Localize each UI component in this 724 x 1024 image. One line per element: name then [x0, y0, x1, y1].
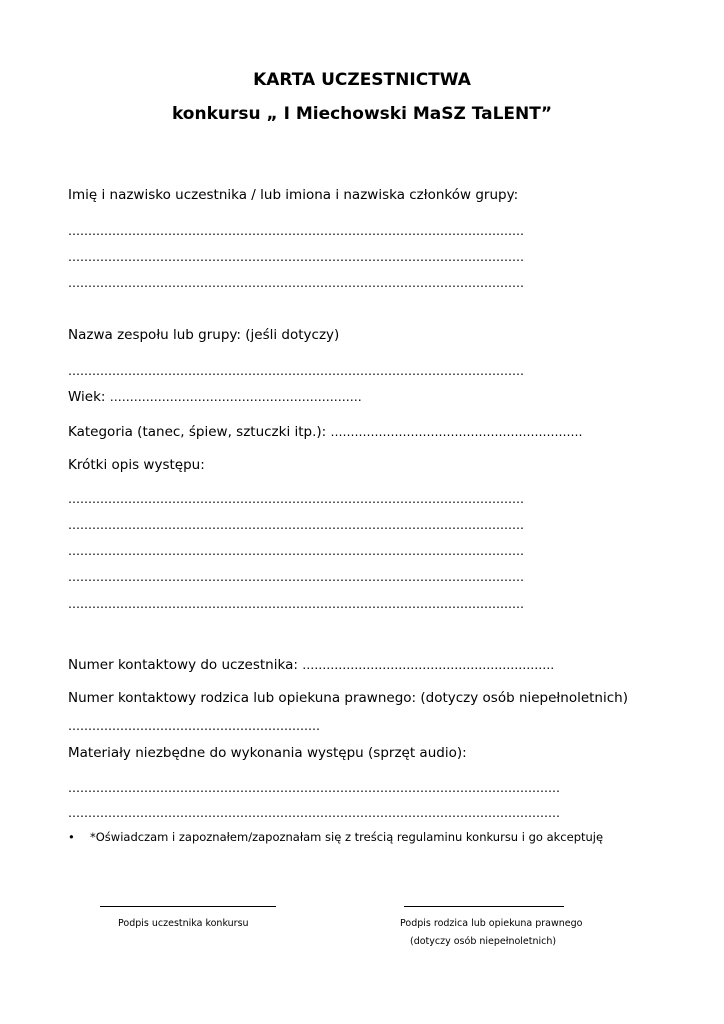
materials-line-2[interactable]: ……………………………………………………………………………………………………………: [68, 806, 560, 820]
description-line-1[interactable]: ……………………………………………………………………………………………………: [68, 492, 524, 506]
participant-name-line-2[interactable]: ……………………………………………………………………………………………………: [68, 250, 524, 264]
age-row: [68, 388, 362, 406]
contact-label: Numer kontaktowy do uczestnika:: [68, 657, 298, 673]
age-label: Wiek:: [68, 389, 106, 405]
bullet-icon: •: [68, 830, 75, 844]
materials-line-1[interactable]: ……………………………………………………………………………………………………………: [68, 781, 560, 795]
age-field[interactable]: ………………………………………………………: [109, 390, 362, 404]
category-label: Kategoria (tanec, śpiew, sztuczki itp.):: [68, 424, 327, 440]
materials-label: Materiały niezbędne do wykonania występu (sprzęt audio):: [68, 745, 467, 761]
group-name-label: Nazwa zespołu lub grupy: (jeśli dotyczy): [68, 327, 340, 343]
description-line-4[interactable]: ……………………………………………………………………………………………………: [68, 570, 524, 584]
participant-signature-label: Podpis uczestnika konkursu: [118, 918, 249, 929]
description-line-3[interactable]: ……………………………………………………………………………………………………: [68, 544, 524, 558]
description-label: Krótki opis występu:: [68, 457, 205, 473]
description-line-5[interactable]: ……………………………………………………………………………………………………: [68, 597, 524, 611]
parent-signature-line[interactable]: [404, 906, 564, 907]
declaration: [68, 830, 603, 844]
parent-signature-note: (dotyczy osób niepełnoletnich): [410, 936, 557, 947]
category-field[interactable]: ………………………………………………………: [330, 425, 583, 439]
category-row: [68, 423, 583, 441]
participant-signature-line[interactable]: [100, 906, 276, 907]
parent-contact-label: Numer kontaktowy rodzica lub opiekuna prawnego: (dotyczy osób niepełnoletnich): [68, 690, 628, 706]
parent-signature-label: Podpis rodzica lub opiekuna prawnego: [400, 918, 583, 929]
declaration-text: *Oświadczam i zapoznałem/zapoznałam się z treścią regulaminu konkursu i go akceptuję: [90, 830, 604, 844]
description-line-2[interactable]: ……………………………………………………………………………………………………: [68, 518, 524, 532]
form-subtitle: konkursu „ I Miechowski MaSZ TaLENT”: [171, 104, 553, 124]
participant-name-label: Imię i nazwisko uczestnika / lub imiona i nazwiska członków grupy:: [68, 187, 519, 203]
participant-name-line-3[interactable]: ……………………………………………………………………………………………………: [68, 276, 524, 290]
parent-contact-field[interactable]: ………………………………………………………: [68, 719, 320, 733]
contact-row: [68, 656, 554, 674]
group-name-line[interactable]: ……………………………………………………………………………………………………: [68, 364, 524, 378]
contact-field[interactable]: ………………………………………………………: [302, 658, 555, 672]
form-title: KARTA UCZESTNICTWA: [253, 70, 471, 90]
participant-name-line-1[interactable]: ……………………………………………………………………………………………………: [68, 224, 524, 238]
